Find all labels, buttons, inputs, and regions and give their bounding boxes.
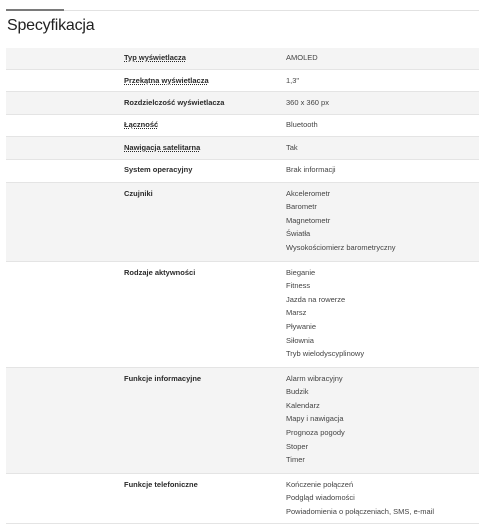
page-title: Specyfikacja	[7, 17, 95, 34]
spec-value: Tak	[286, 143, 298, 153]
spec-label: System operacyjny	[124, 164, 193, 174]
spec-value-cell	[286, 473, 479, 523]
spec-row	[6, 92, 479, 115]
spec-value: Tryb wielodyscyplinowy	[286, 349, 365, 359]
spec-label-cell	[124, 473, 286, 523]
spec-label-cell	[124, 367, 286, 473]
spec-row	[6, 367, 479, 473]
spec-row-spacer	[6, 159, 124, 182]
spec-value: Bieganie	[286, 267, 316, 277]
spec-value: Budzik	[286, 387, 309, 397]
section-divider	[6, 10, 479, 11]
spec-value-cell	[286, 137, 479, 160]
spec-value-cell	[286, 159, 479, 182]
spec-value: Kalendarz	[286, 400, 320, 410]
spec-value: AMOLED	[286, 53, 318, 62]
spec-value-cell	[286, 367, 479, 473]
spec-row	[6, 69, 479, 92]
spec-row-spacer	[6, 92, 124, 115]
spec-value: Fitness	[286, 281, 311, 291]
spec-row	[6, 137, 479, 160]
spec-row-spacer	[6, 137, 124, 160]
spec-label-cell	[124, 261, 286, 367]
spec-table-body	[6, 48, 479, 523]
spec-value-cell	[286, 48, 479, 69]
spec-value: Pływanie	[286, 321, 317, 331]
spec-value-cell	[286, 261, 479, 367]
spec-row-spacer	[6, 114, 124, 137]
spec-value: Światła	[286, 229, 311, 239]
spec-value: Prognoza pogody	[286, 428, 345, 438]
spec-value: Barometr	[286, 202, 317, 212]
spec-row-spacer	[6, 367, 124, 473]
spec-row	[6, 261, 479, 367]
spec-value: Akcelerometr	[286, 188, 331, 198]
spec-label-cell	[124, 92, 286, 115]
spec-label-link[interactable]: Przekątna wyświetlacza	[124, 75, 209, 85]
spec-row-spacer	[6, 473, 124, 523]
spec-value: Powiadomienia o połączeniach, SMS, e-mail	[286, 507, 434, 517]
spec-row	[6, 48, 479, 69]
spec-row-spacer	[6, 182, 124, 261]
section-tab-indicator	[6, 9, 64, 11]
spec-row	[6, 473, 479, 523]
spec-value-cell	[286, 69, 479, 92]
spec-label-cell	[124, 69, 286, 92]
spec-value: Alarm wibracyjny	[286, 373, 343, 383]
spec-table	[6, 48, 479, 524]
spec-label: Rodzaje aktywności	[124, 267, 196, 277]
spec-value-cell	[286, 92, 479, 115]
spec-value: 1,3"	[286, 75, 300, 85]
spec-value: Mapy i nawigacja	[286, 414, 344, 424]
spec-value-cell	[286, 114, 479, 137]
spec-label-cell	[124, 137, 286, 160]
spec-value: Marsz	[286, 308, 307, 318]
spec-label-cell	[124, 159, 286, 182]
spec-value: Bluetooth	[286, 119, 318, 129]
spec-label-link[interactable]: Nawigacja satelitarna	[124, 143, 201, 153]
spec-label-cell	[124, 182, 286, 261]
spec-label-cell	[124, 114, 286, 137]
spec-label-link[interactable]: Typ wyświetlacza	[124, 53, 186, 62]
spec-label-link[interactable]: Łączność	[124, 119, 159, 129]
spec-value: Siłownia	[286, 335, 314, 345]
spec-value: Timer	[286, 455, 305, 465]
spec-value: Kończenie połączeń	[286, 479, 354, 489]
spec-label: Funkcje informacyjne	[124, 373, 202, 383]
spec-value: Brak informacji	[286, 164, 336, 174]
spec-value-cell	[286, 182, 479, 261]
spec-row	[6, 159, 479, 182]
spec-value: 360 x 360 px	[286, 98, 329, 108]
spec-value: Stoper	[286, 441, 309, 451]
spec-row-spacer	[6, 48, 124, 69]
spec-value: Podgląd wiadomości	[286, 493, 355, 503]
spec-value: Jazda na rowerze	[286, 294, 346, 304]
spec-value: Magnetometr	[286, 215, 331, 225]
spec-row-spacer	[6, 261, 124, 367]
spec-label: Rozdzielczość wyświetlacza	[124, 98, 225, 108]
spec-value: Wysokościomierz barometryczny	[286, 242, 396, 252]
spec-label: Czujniki	[124, 188, 153, 198]
spec-label-cell	[124, 48, 286, 69]
spec-row	[6, 182, 479, 261]
spec-row	[6, 114, 479, 137]
spec-label: Funkcje telefoniczne	[124, 479, 198, 489]
spec-row-spacer	[6, 69, 124, 92]
